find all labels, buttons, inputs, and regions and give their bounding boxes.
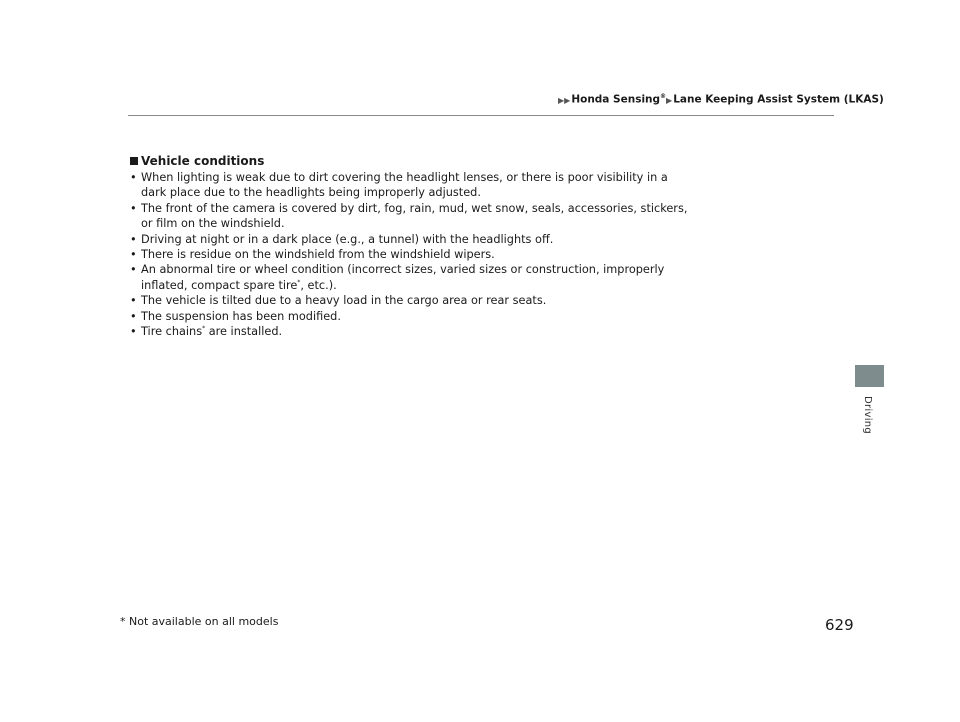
section-heading: [130, 154, 690, 169]
triangle-right-icon: ▶: [666, 95, 673, 105]
bullet-icon: •: [130, 248, 137, 262]
list-item: • There is residue on the windshield from the windshield wipers.: [130, 248, 495, 262]
bullet-icon: •: [130, 294, 137, 308]
list-item: • When lighting is weak due to dirt covering the headlight lenses, or there is poor visibility in a dark place due to the headlights being improperly adjusted.: [130, 171, 668, 200]
header-divider: [128, 115, 834, 116]
main-content: [130, 154, 690, 339]
square-bullet-icon: [130, 157, 138, 165]
triangle-right-icon: ▶▶: [558, 95, 571, 105]
breadcrumb: [558, 93, 884, 106]
bullet-icon: •: [130, 171, 137, 184]
footnote-mark: *: [297, 279, 301, 287]
breadcrumb-item-lkas[interactable]: Lane Keeping Assist System (LKAS): [673, 93, 884, 106]
bullet-icon: •: [130, 232, 137, 246]
list-item: • The suspension has been modified.: [130, 309, 341, 323]
bullet-icon: •: [130, 263, 137, 277]
bullet-icon: •: [130, 201, 137, 215]
condition-list: [130, 170, 690, 339]
section-heading-text: Vehicle conditions: [141, 154, 265, 168]
list-item: • The front of the camera is covered by dirt, fog, rain, mud, wet snow, seals, accessories, stickers, or film on the windshield.: [130, 201, 688, 231]
breadcrumb-item-honda-sensing[interactable]: Honda Sensing: [571, 93, 661, 106]
list-item: • Tire chains* are installed.: [130, 325, 283, 339]
chapter-tab[interactable]: [855, 365, 884, 387]
footnote: * Not available on all models: [120, 615, 279, 628]
list-item: • The vehicle is tilted due to a heavy load in the cargo area or rear seats.: [130, 294, 547, 308]
list-item: • Driving at night or in a dark place (e.g., a tunnel) with the headlights off.: [130, 232, 554, 246]
bullet-icon: •: [130, 309, 137, 323]
page-number: 629: [825, 616, 854, 634]
registered-mark: ®: [660, 93, 667, 100]
footnote-mark: *: [202, 325, 206, 333]
bullet-icon: •: [130, 325, 137, 339]
list-item: • An abnormal tire or wheel condition (incorrect sizes, varied sizes or construction, improperly inflated, compact spare tire*, etc.).: [130, 263, 665, 292]
chapter-label: Driving: [862, 396, 873, 435]
